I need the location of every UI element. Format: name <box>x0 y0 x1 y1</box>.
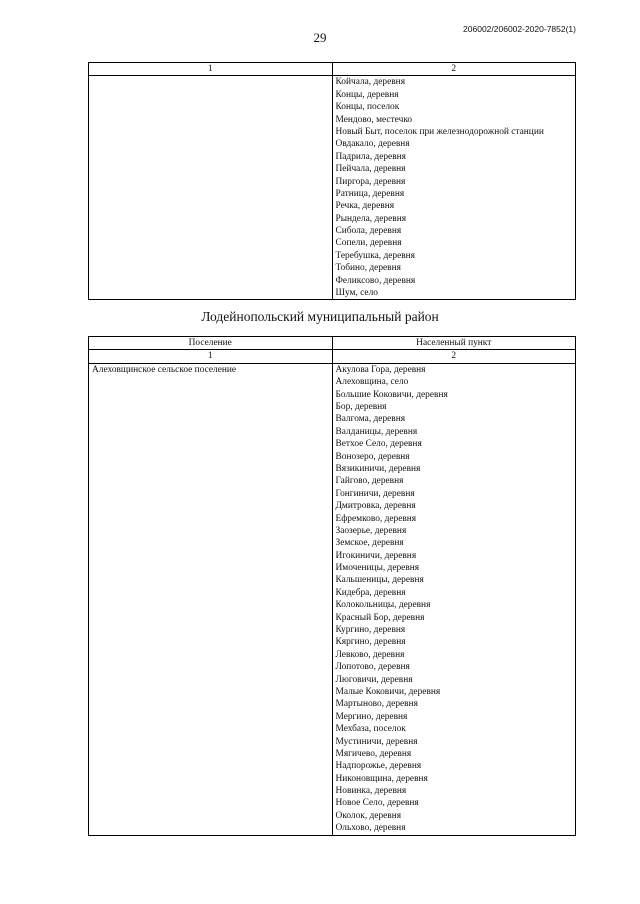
list-item: Вонозеро, деревня <box>335 451 410 462</box>
list-item: Кяргино, деревня <box>335 637 406 648</box>
list-item: Имоченицы, деревня <box>335 563 420 574</box>
list-item: Пиргора, деревня <box>335 176 406 187</box>
list-item: Койчала, деревня <box>335 77 406 88</box>
list-item: Мергино, деревня <box>335 711 408 722</box>
list-item: Земское, деревня <box>335 538 404 549</box>
settlements-table <box>88 336 576 836</box>
header-locality: Населенный пункт <box>332 337 576 350</box>
list-item: Овдакало, деревня <box>335 139 410 150</box>
list-item: Лопотово, деревня <box>335 662 410 673</box>
list-item: Валданицы, деревня <box>335 426 418 437</box>
list-item: Кальшеницы, деревня <box>335 575 424 586</box>
list-item: Тобино, деревня <box>335 263 401 274</box>
list-item: Мартыново, деревня <box>335 699 418 710</box>
localities-cell <box>332 76 576 300</box>
list-item: Игокиничи, деревня <box>335 550 417 561</box>
list-item: Мехбаза, поселок <box>335 724 406 735</box>
settlement-name-cell: Алеховщинское сельское поселение <box>89 363 333 835</box>
list-item: Левково, деревня <box>335 649 405 660</box>
settlements-table-continued <box>88 62 576 300</box>
column-number-2: 2 <box>332 350 576 363</box>
list-item: Новый Быт, поселок при железнодорожной станции <box>335 126 544 137</box>
list-item: Концы, поселок <box>335 102 400 113</box>
list-item: Мягичево, деревня <box>335 748 412 759</box>
list-item: Кидебра, деревня <box>335 587 406 598</box>
list-item: Вязикиничи, деревня <box>335 463 421 474</box>
header-settlement: Поселение <box>89 337 333 350</box>
settlement-cell <box>89 76 333 300</box>
list-item: Рындела, деревня <box>335 213 407 224</box>
list-item: Валгома, деревня <box>335 414 406 425</box>
table-row <box>89 76 576 300</box>
list-item: Шум, село <box>335 288 378 299</box>
list-item: Большие Коковичи, деревня <box>335 389 448 400</box>
list-item: Люговичи, деревня <box>335 674 413 685</box>
list-item: Заозерье, деревня <box>335 525 407 536</box>
list-item: Мустиничи, деревня <box>335 736 418 747</box>
list-item: Новинка, деревня <box>335 786 407 797</box>
header-row <box>89 337 576 350</box>
list-item: Гонгиничи, деревня <box>335 488 415 499</box>
list-item: Феликсово, деревня <box>335 275 416 286</box>
list-item: Красный Бор, деревня <box>335 612 425 623</box>
list-item: Концы, деревня <box>335 89 399 100</box>
column-number-row <box>89 63 576 76</box>
list-item: Кургино, деревня <box>335 625 406 636</box>
localities-cell <box>332 363 576 835</box>
list-item: Гайгово, деревня <box>335 476 404 487</box>
list-item: Сопели, деревня <box>335 238 402 249</box>
list-item: Околок, деревня <box>335 810 402 821</box>
list-item: Малые Коковичи, деревня <box>335 686 441 697</box>
list-item: Бор, деревня <box>335 401 387 412</box>
list-item: Сибола, деревня <box>335 226 402 237</box>
list-item: Мендово, местечко <box>335 114 413 125</box>
list-item: Ратница, деревня <box>335 188 405 199</box>
column-number-1: 1 <box>89 63 333 76</box>
document-code: 206002/206002-2020-7852(1) <box>463 24 576 34</box>
list-item: Надпорожье, деревня <box>335 761 422 772</box>
list-item: Никоновщина, деревня <box>335 773 428 784</box>
table-row <box>89 363 576 835</box>
list-item: Ефремково, деревня <box>335 513 417 524</box>
list-item: Ветхое Село, деревня <box>335 439 422 450</box>
list-item: Акулова Гора, деревня <box>335 364 426 375</box>
list-item: Падрила, деревня <box>335 151 406 162</box>
column-number-row <box>89 350 576 363</box>
page-number: 29 <box>313 30 327 45</box>
list-item: Ольхово, деревня <box>335 823 406 834</box>
list-item: Алеховщина, село <box>335 377 409 388</box>
section-title: Лодейнопольский муниципальный район <box>201 309 439 324</box>
list-item: Теребушка, деревня <box>335 250 415 261</box>
list-item: Пейчала, деревня <box>335 164 406 175</box>
list-item: Новое Село, деревня <box>335 798 419 809</box>
list-item: Дмитровка, деревня <box>335 501 416 512</box>
column-number-1: 1 <box>89 350 333 363</box>
list-item: Речка, деревня <box>335 201 395 212</box>
list-item: Колокольницы, деревня <box>335 600 431 611</box>
column-number-2: 2 <box>332 63 576 76</box>
